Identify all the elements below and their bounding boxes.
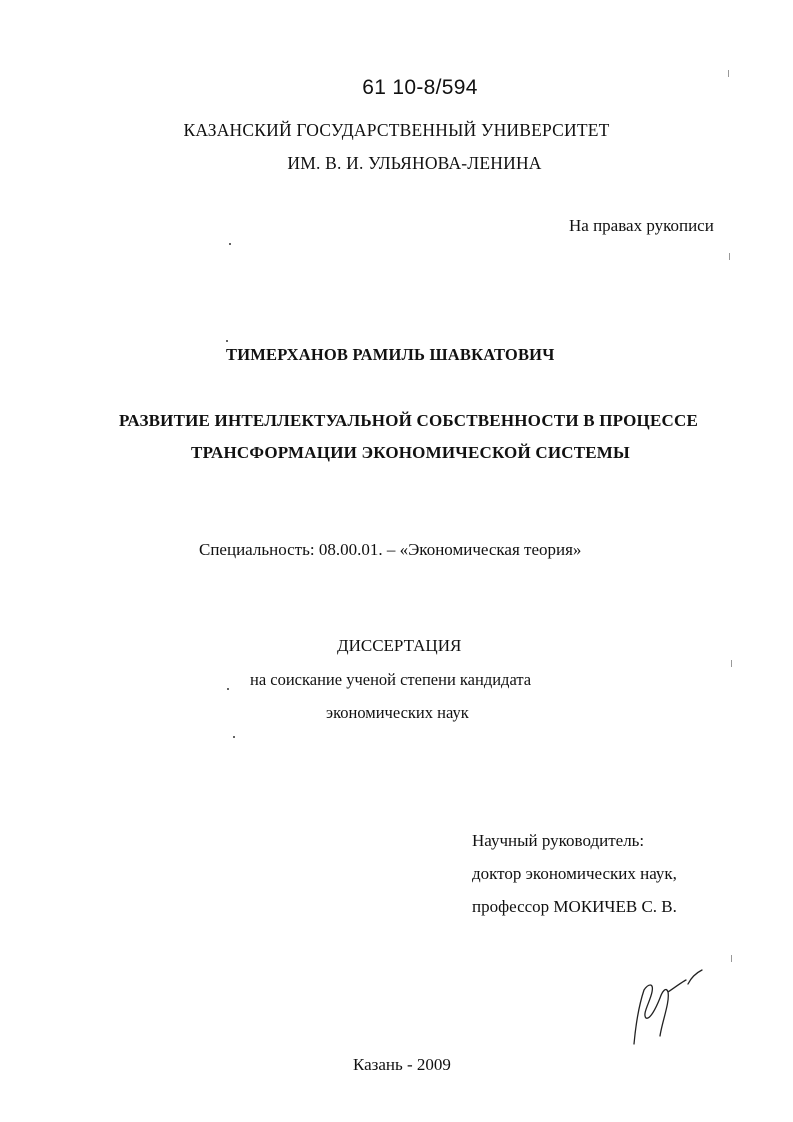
scan-edge-mark (731, 955, 732, 962)
thesis-title-line2: ТРАНСФОРМАЦИИ ЭКОНОМИЧЕСКОЙ СИСТЕМЫ (191, 443, 630, 462)
supervisor-label: Научный руководитель: (472, 831, 645, 850)
degree-purpose-line2: экономических наук (326, 703, 469, 722)
university-name-line1: КАЗАНСКИЙ ГОСУДАРСТВЕННЫЙ УНИВЕРСИТЕТ (183, 120, 610, 140)
scan-speck (226, 340, 228, 342)
scan-speck (233, 736, 235, 738)
city-year: Казань - 2009 (353, 1055, 451, 1074)
scan-edge-mark (729, 253, 730, 260)
scan-speck (227, 688, 229, 690)
supervisor-name: профессор МОКИЧЕВ С. В. (472, 897, 677, 916)
scan-speck (229, 243, 231, 245)
thesis-title-line1: РАЗВИТИЕ ИНТЕЛЛЕКТУАЛЬНОЙ СОБСТВЕННОСТИ В ПРОЦЕССЕ (119, 411, 698, 430)
specialty: Специальность: 08.00.01. – «Экономическая теория» (199, 540, 582, 559)
signature-icon (626, 962, 716, 1052)
scan-edge-mark (728, 70, 729, 77)
scan-edge-mark (731, 660, 732, 667)
rights-note: На правах рукописи (569, 216, 714, 235)
document-kind: ДИССЕРТАЦИЯ (337, 636, 462, 655)
university-name-line2: ИМ. В. И. УЛЬЯНОВА-ЛЕНИНА (287, 153, 542, 173)
supervisor-degree: доктор экономических наук, (472, 864, 677, 883)
degree-purpose-line1: на соискание ученой степени кандидата (250, 670, 532, 689)
author-name: ТИМЕРХАНОВ РАМИЛЬ ШАВКАТОВИЧ (226, 345, 555, 364)
archive-code: 61 10-8/594 (362, 76, 478, 99)
